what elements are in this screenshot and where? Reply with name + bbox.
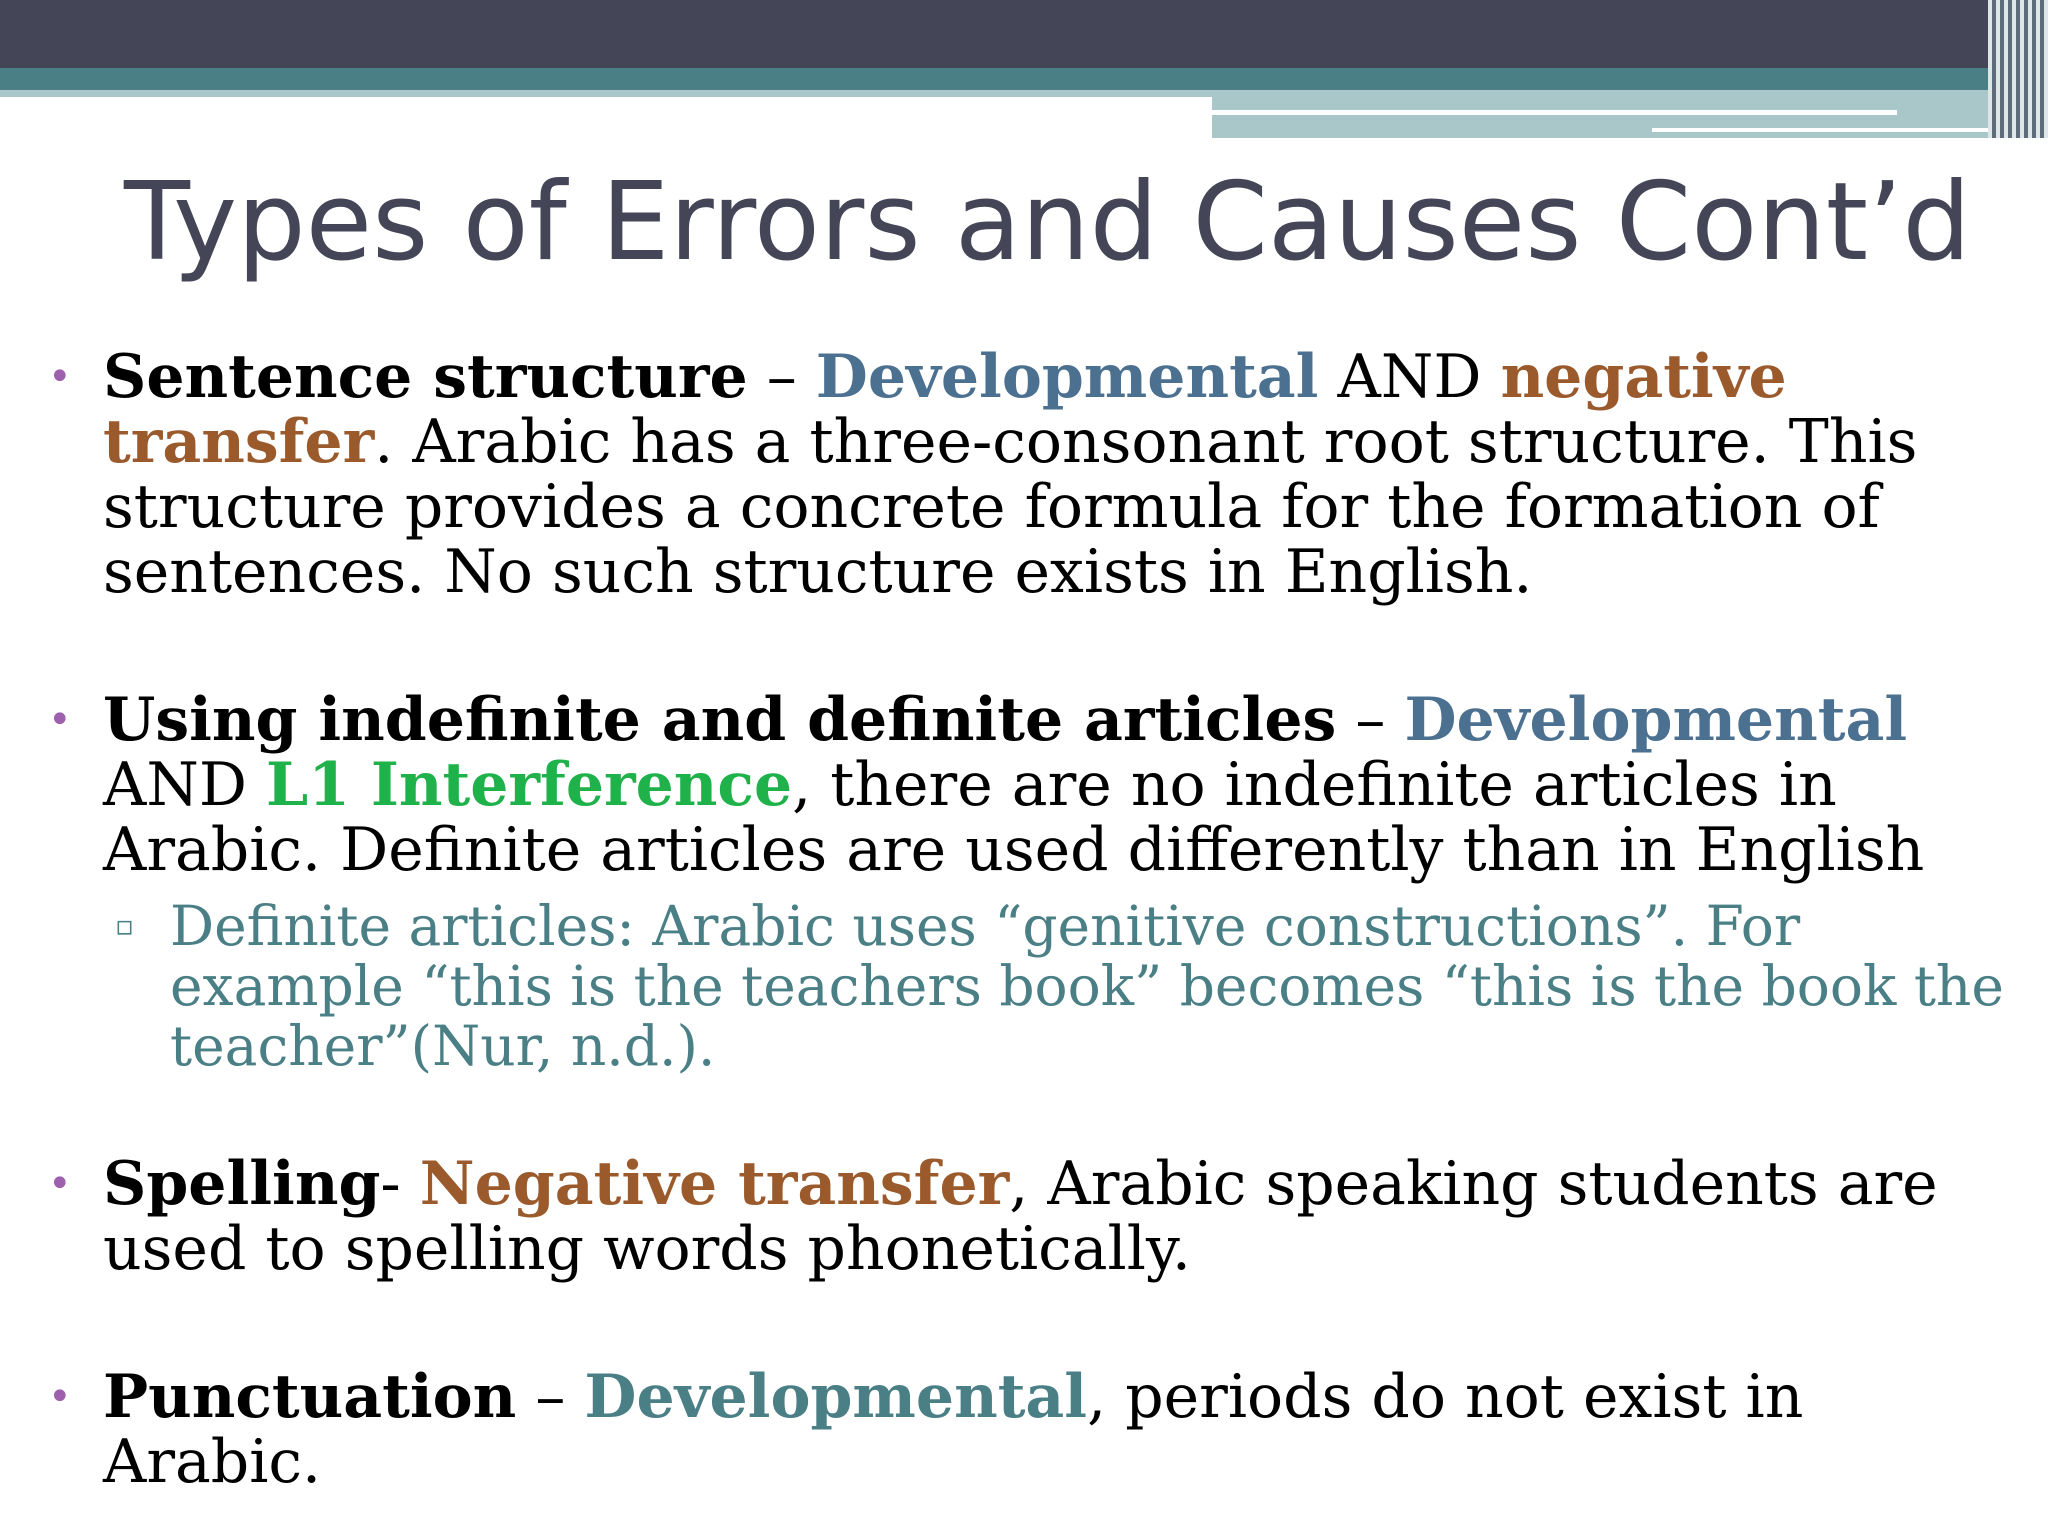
sub-bullet-square-icon: ▫ [115, 909, 134, 942]
bullet-punctuation [48, 1362, 2023, 1497]
bullet-sentence-structure [48, 342, 2023, 607]
bullet-separator: – [516, 1362, 585, 1432]
cause-developmental: Developmental [815, 342, 1319, 412]
bullet-join: AND [1318, 342, 1501, 412]
cause-negative-transfer: negative transfer [103, 342, 1787, 477]
bullet-term: Using indefinite and definite articles [103, 685, 1337, 755]
sub-bullet-text: Definite articles: Arabic uses “genitive constructions”. For example “this is the teachers book” becomes “this is the book the teacher”(Nur, n.d.). [170, 894, 2004, 1078]
bullet-separator: - [380, 1149, 420, 1219]
cause-l1-interference: L1 Interference [266, 750, 793, 820]
bullet-term: Punctuation [103, 1362, 517, 1432]
bullet-text: , Arabic speaking students are used to spelling words phonetically. [103, 1149, 1938, 1284]
cause-developmental: Developmental [584, 1362, 1088, 1432]
bullet-join: AND [103, 750, 267, 820]
bullet-text: , periods do not exist in Arabic. [103, 1362, 1804, 1497]
bullet-spelling [48, 1149, 2023, 1284]
bullet-articles [48, 685, 2023, 885]
cause-developmental: Developmental [1404, 685, 1908, 755]
header-teal-band [0, 68, 2048, 90]
bullet-dot-icon: • [48, 697, 72, 743]
bullet-separator: – [747, 342, 816, 412]
bullet-dot-icon: • [48, 1161, 72, 1207]
bullet-term: Sentence structure [103, 342, 748, 412]
bullet-dot-icon: • [48, 1374, 72, 1420]
slide-title: Types of Errors and Causes Cont’d [124, 160, 1971, 285]
header-dark-band [0, 0, 2048, 68]
sub-bullet-definite-articles [115, 894, 2030, 1078]
header-line [1212, 110, 1897, 115]
bullet-text: . Arabic has a three-consonant root structure. This structure provides a concrete formula for the formation of sentences. No such structure exists in English. [103, 407, 1918, 607]
bullet-dot-icon: • [48, 354, 72, 400]
bullet-separator: – [1336, 685, 1405, 755]
bullet-term: Spelling [103, 1149, 381, 1219]
cause-negative-transfer: Negative transfer [419, 1149, 1010, 1219]
header-stripes [1988, 0, 2048, 138]
header-light-band [0, 90, 1212, 97]
bullet-text: , there are no indefinite articles in Arabic. Definite articles are used differently than in English [103, 750, 1925, 885]
